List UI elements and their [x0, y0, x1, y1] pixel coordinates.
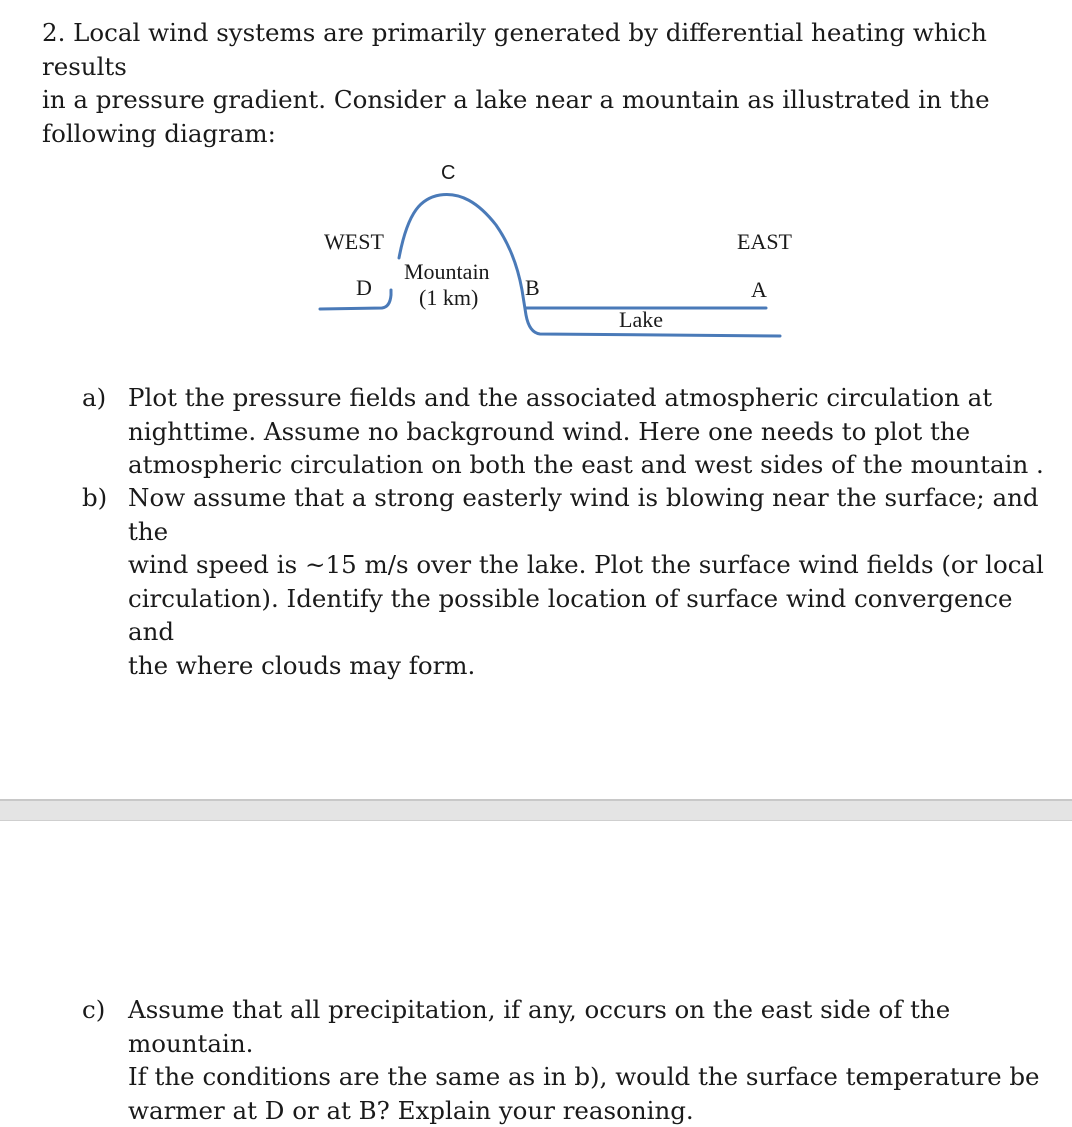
question-b-line-4: the where clouds may form. [128, 650, 476, 680]
intro-line-2: in a pressure gradient. Consider a lake near a mountain as illustrated in the [42, 85, 990, 114]
question-b-marker: b) [82, 483, 108, 512]
intro-line-3: following diagram: [42, 118, 276, 148]
page-divider [0, 799, 1072, 821]
question-b-line-2: wind speed is ~15 m/s over the lake. Plot the surface wind fields (or local [128, 550, 1044, 579]
question-intro [42, 16, 1062, 150]
label-c: C [441, 162, 456, 184]
label-b: B [525, 275, 540, 300]
question-c-line-1: Assume that all precipitation, if any, occurs on the east side of the mountain. [128, 995, 951, 1058]
question-a-line-1: Plot the pressure fields and the associated atmospheric circulation at [128, 383, 993, 412]
question-a-marker: a) [82, 383, 107, 412]
mountain-height-label: (1 km) [419, 285, 479, 310]
question-a [82, 381, 1062, 482]
question-c-line-3: warmer at D or at B? Explain your reasoning. [128, 1095, 694, 1125]
label-east: EAST [737, 229, 792, 254]
question-a-line-3: atmospheric circulation on both the east and west sides of the mountain . [128, 450, 1044, 479]
question-c [82, 993, 1062, 1127]
question-c-line-2: If the conditions are the same as in b), would the surface temperature be [128, 1062, 1040, 1091]
question-b [82, 481, 1062, 682]
mountain-lake-diagram [300, 150, 800, 350]
question-b-line-1: Now assume that a strong easterly wind is blowing near the surface; and the [128, 483, 1039, 546]
label-lake: Lake [619, 307, 663, 332]
mountain-label: Mountain [404, 259, 490, 284]
question-c-marker: c) [82, 995, 106, 1024]
intro-line-1: 2. Local wind systems are primarily generated by differential heating which results [42, 18, 987, 81]
label-d: D [356, 275, 372, 300]
question-b-line-3: circulation). Identify the possible location of surface wind convergence and [128, 583, 1013, 646]
question-a-line-2: nighttime. Assume no background wind. Here one needs to plot the [128, 416, 971, 446]
label-a: A [751, 277, 767, 302]
label-west: WEST [324, 229, 384, 254]
